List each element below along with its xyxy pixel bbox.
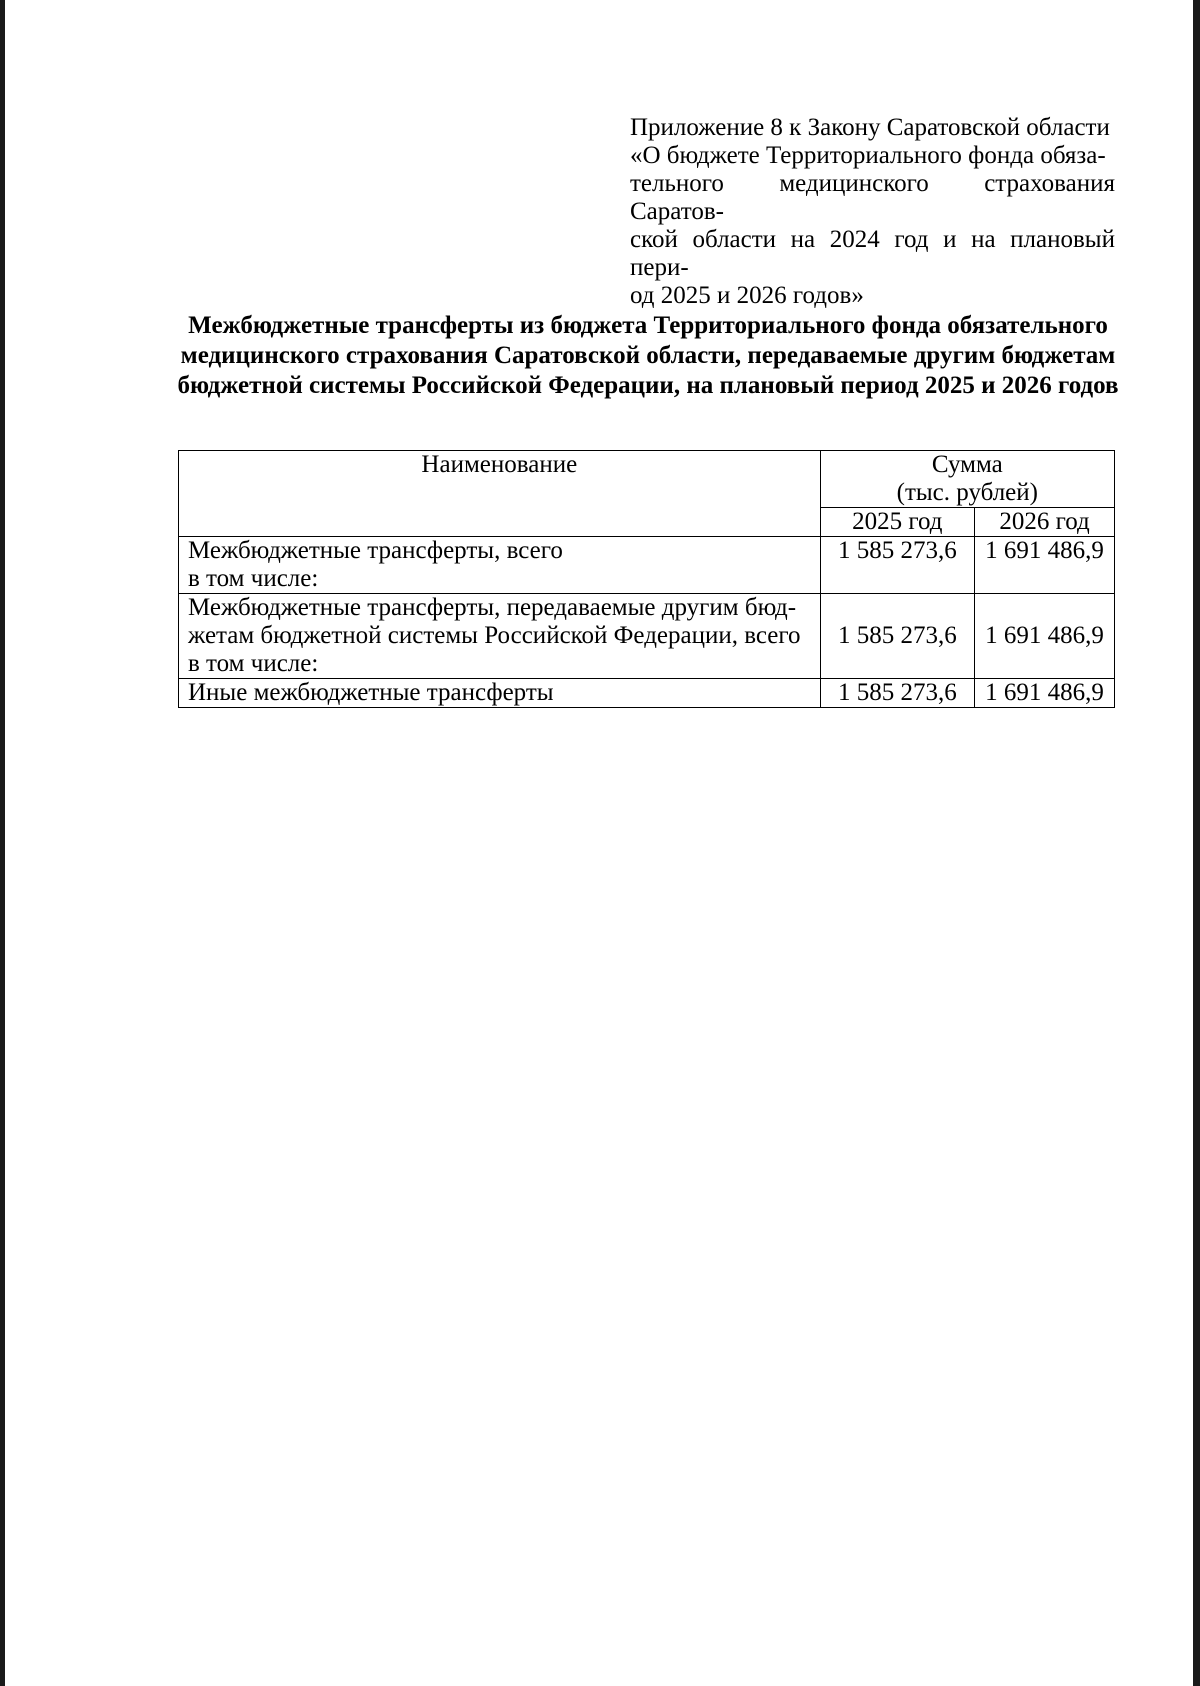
- row-name-line: Межбюджетные трансферты, передаваемые другим бюд-: [188, 594, 797, 621]
- row-value-2026: 1 691 486,9: [975, 594, 1115, 679]
- table-row: [179, 537, 1115, 594]
- header-year-2025: 2025 год: [820, 508, 974, 537]
- header-year-2026: 2026 год: [975, 508, 1115, 537]
- appendix-line: од 2025 и 2026 годов»: [630, 282, 864, 309]
- row-name: [179, 594, 821, 679]
- appendix-line: «О бюджете Территориального фонда обяза-: [630, 142, 1106, 169]
- row-name-line: Иные межбюджетные трансферты: [188, 679, 554, 706]
- table-row: [179, 594, 1115, 679]
- title-line: Межбюджетные трансферты из бюджета Территориального фонда обязательного: [188, 312, 1108, 339]
- transfers-table: [178, 450, 1115, 708]
- header-sum-label: Сумма: [931, 451, 1003, 478]
- row-name-line: в том числе:: [188, 650, 319, 677]
- row-value-2025: 1 585 273,6: [820, 679, 974, 708]
- row-value-2026: 1 691 486,9: [975, 537, 1115, 594]
- appendix-note: [630, 114, 1115, 310]
- row-value-2025: 1 585 273,6: [820, 537, 974, 594]
- row-name: [179, 537, 821, 594]
- table-header-row: [179, 451, 1115, 508]
- header-sum-unit: (тыс. рублей): [896, 479, 1038, 506]
- title-line: бюджетной системы Российской Федерации, на плановый период 2025 и 2026 годов: [177, 372, 1119, 399]
- row-name-line: Межбюджетные трансферты, всего: [188, 537, 563, 564]
- title-line: медицинского страхования Саратовской области, передаваемые другим бюджетам: [180, 342, 1116, 369]
- row-value-2025: 1 585 273,6: [820, 594, 974, 679]
- document-title: [170, 311, 1126, 401]
- row-name-line: жетам бюджетной системы Российской Федерации, всего: [188, 622, 801, 649]
- scan-border-right: [1193, 0, 1200, 1686]
- appendix-line: Приложение 8 к Закону Саратовской области: [630, 114, 1110, 141]
- header-sum: [820, 451, 1114, 508]
- header-name: Наименование: [179, 451, 821, 537]
- appendix-line: тельного медицинского страхования Саратов-: [630, 170, 1115, 225]
- row-value-2026: 1 691 486,9: [975, 679, 1115, 708]
- table-row: [179, 679, 1115, 708]
- scan-border-left: [0, 0, 5, 1686]
- row-name: [179, 679, 821, 708]
- appendix-line: ской области на 2024 год и на плановый пери-: [630, 226, 1115, 281]
- row-name-line: в том числе:: [188, 565, 319, 592]
